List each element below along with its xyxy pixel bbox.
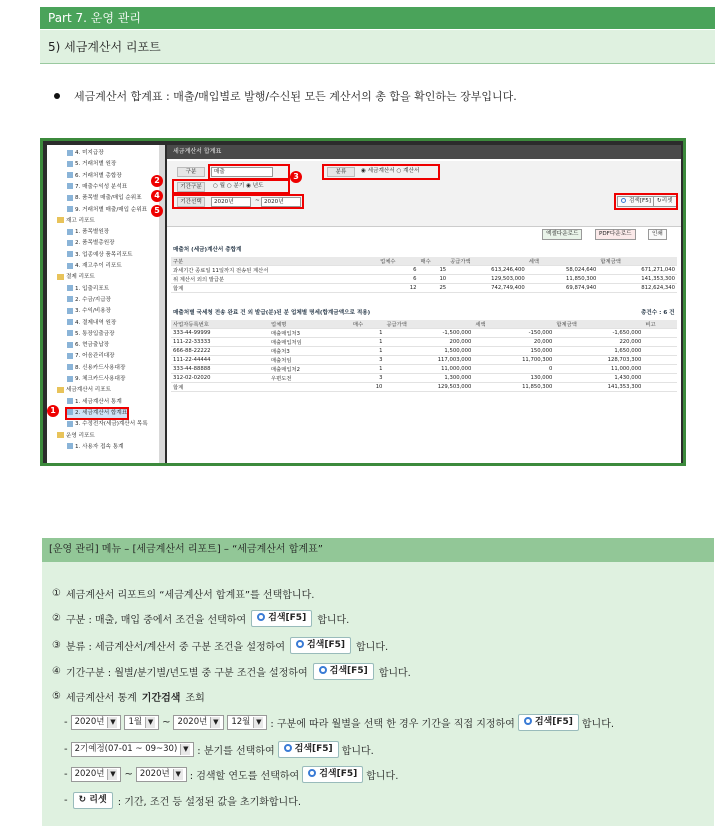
section2-title: 매출처별 국세청 전송 완료 건 외 발급(분)된 분 업체별 명세(합계금액으로 적용) [173,310,371,316]
table-row [171,365,677,374]
bunryu-radio[interactable]: ◉ 세금계산서 ○ 계산서 [361,168,420,174]
report-panel [167,145,681,463]
table-cell: 117,003,000 [384,356,473,365]
table-cell: 합계 [171,383,269,392]
table-cell: 11,700,300 [473,356,554,365]
report-icon [67,398,73,404]
table-cell: 812,624,340 [598,284,677,293]
tree-item[interactable] [67,285,109,294]
table-cell: 합계 [171,284,378,293]
step-num: ① [52,588,61,599]
tree-label: 4. 재고추이 리포트 [75,263,122,269]
report-icon [67,161,73,167]
table-cell [269,383,351,392]
tree-item[interactable] [67,296,111,305]
table-row [171,347,677,356]
step-1 [52,586,314,601]
table-cell: 58,024,640 [527,266,599,275]
period-label: 기간선택 [177,197,205,207]
tree-item[interactable] [67,149,104,158]
table-cell: 666-88-22222 [171,347,269,356]
table-row [171,356,677,365]
table-cell: 0 [473,365,554,374]
table-cell: 25 [419,284,449,293]
tree-item[interactable] [67,443,124,452]
reset-button[interactable]: ↻ 리셋 [73,792,113,809]
tree-label: 2. 세금계산서 합계표 [75,409,128,416]
gigan-opt3: 년도 [252,183,264,189]
table-cell: 613,246,400 [448,266,527,275]
marker-3: 3 [290,171,302,183]
period-tilde: ~ [255,198,260,204]
tree-label: 3. 수익/비용장 [75,308,112,315]
tree-item[interactable] [67,206,147,215]
dropdown-arrow-icon: ▼ [107,717,117,728]
marker-1: 1 [47,405,59,417]
search-icon [296,640,304,648]
search-button[interactable]: 검색[F5] [313,663,374,680]
reset-label: 리셋 [661,198,673,204]
highlight-box-buttons [614,193,678,210]
reset-button[interactable]: ↻리셋 [653,196,677,207]
table-cell [643,338,677,347]
table-cell: 위 계산서 외의 발급분 [171,275,378,284]
table-cell [643,374,677,383]
step-num: ⑤ [52,691,61,702]
search-label: 검색[F5] [629,198,651,204]
tree-item[interactable] [67,398,122,407]
search-button[interactable]: 검색[F5] [278,741,339,758]
table-row [171,329,677,338]
report-icon [67,229,73,235]
table-cell: 매출처3 [269,347,351,356]
row-reset: - ↻ 리셋 : 기간, 조건 등 설정된 값을 초기화합니다. [64,792,301,809]
intro-line [54,88,517,104]
table-cell: 69,874,940 [527,284,599,293]
guide-title: [운영 관리] 메뉴 – [세금계산서 리포트] – “세금계산서 합계표” [42,538,714,562]
report-icon [67,195,73,201]
table-cell: 129,503,000 [448,275,527,284]
tree-item[interactable] [67,228,109,237]
tree-label: 9. 체크카드사용대장 [75,376,126,382]
table-cell: 333-44-88888 [171,365,269,374]
dropdown-arrow-icon: ▼ [173,769,183,780]
table-header-cell: 공급가액 [448,257,527,266]
table-cell: 6 [378,275,418,284]
tree-folder[interactable] [57,217,95,226]
report-icon [67,296,73,302]
dropdown-arrow-icon: ▼ [180,744,190,755]
intro-text: 세금계산서 합계표 : 매출/매입별로 발행/수신된 모든 계산서의 총 합을 확인하는 장부입니다. [74,90,517,103]
part-header: Part 7. 운영 관리 [40,7,715,29]
table-cell: 매출처임 [269,356,351,365]
table-header-cell: 업체수 [378,257,418,266]
dropdown-arrow-icon: ▼ [210,717,220,728]
tree-folder[interactable] [57,386,111,395]
table-cell [643,329,677,338]
report-icon [67,240,73,246]
step-3: ③ 분류 : 세금계산서/계산서 중 구분 조건을 설정하여 검색[F5] 합니다. [52,637,388,654]
table-cell: 141,353,300 [554,383,643,392]
search-button[interactable]: 검색[F5] [518,714,579,731]
table-cell: 671,271,040 [598,266,677,275]
table-cell: 141,353,300 [598,275,677,284]
table-cell: 1,430,000 [554,374,643,383]
tree-label: 1. 사용자 접속 통계 [75,443,124,450]
table-row [171,266,677,275]
tree-label: 4. 미지급장 [75,150,104,156]
table-cell: 과세기간 종료일 11일까지 전송된 계산서 [171,266,378,275]
table-header-cell: 업체명 [269,320,351,329]
table-cell: 우편도전 [269,374,351,383]
table-cell: 매출매입처임 [269,338,351,347]
excel-download-button[interactable]: 엑셀다운로드 [542,229,582,240]
table-cell: 매출매입처2 [269,365,351,374]
year-to-select[interactable]: 2020년 ▼ [136,767,187,782]
tree-label: 1. 품목별원장 [75,229,110,236]
step-text: 분류 : 세금계산서/계산서 중 구분 조건을 설정하여 [65,642,285,653]
table-cell: 111-22-44444 [171,356,269,365]
table-cell: 3 [351,374,385,383]
table-cell: 129,503,000 [384,383,473,392]
section-header: 5) 세금계산서 리포트 [40,30,715,64]
tree-item[interactable] [67,172,122,181]
panel-title: 세금계산서 합계표 [167,145,681,159]
report-icon [67,308,73,314]
refresh-icon: ↻ [78,795,87,805]
table-cell: -1,650,000 [554,329,643,338]
report-icon [67,364,73,370]
marker-2: 2 [151,175,163,187]
step-2: ② 구분 : 매출, 매입 중에서 조건을 선택하여 검색[F5] 합니다. [52,610,349,627]
table-cell: 1 [351,365,385,374]
step-num: ④ [52,666,61,677]
tree-label: 결제 리포트 [66,274,95,281]
table-row [171,338,677,347]
tree-label: 6. 현금출납장 [75,342,110,349]
table-header-cell: 비고 [643,320,677,329]
table-cell: 111-22-33333 [171,338,269,347]
tree-item[interactable] [67,319,116,328]
app-screenshot [40,138,686,466]
tree-item[interactable] [67,307,111,316]
report-icon [67,342,73,348]
step-num: ③ [52,640,61,651]
folder-icon [57,217,64,223]
table-header-cell: 구분 [171,257,378,266]
year-from-select[interactable]: 2020년 ▼ [71,715,122,730]
filter-area [167,161,681,227]
table-header-cell: 매수 [419,257,449,266]
tree-item[interactable] [67,262,122,271]
search-icon [257,613,265,621]
report-icon [67,285,73,291]
report-tree [47,145,159,463]
tree-label: 2. 수금/지급장 [75,296,112,303]
table-cell: 15 [419,266,449,275]
bunryu-opt1: 세금계산서 [367,168,395,174]
table-cell: 10 [419,275,449,284]
table-header-cell: 사업자등록번호 [171,320,269,329]
tree-folder[interactable] [57,273,95,282]
step-num: ② [52,613,61,624]
report-icon [67,443,73,449]
dropdown-arrow-icon: ▼ [253,717,263,728]
tree-label: 5. 거래처별 원장 [75,161,117,168]
tree-item[interactable] [67,341,109,350]
table-cell: 3 [351,356,385,365]
folder-icon [57,274,64,280]
folder-icon [57,387,64,393]
tree-label: 8. 신용카드사용대장 [75,364,126,371]
marker-4: 4 [151,190,163,202]
table-cell: 220,000 [554,338,643,347]
tree-label: 재고 리포트 [66,217,95,224]
pdf-download-button[interactable]: PDF다운로드 [595,229,636,240]
table-row [171,284,677,293]
print-button[interactable]: 인쇄 [648,229,667,240]
tree-folder[interactable] [57,432,95,441]
bullet-icon [54,93,60,99]
table-header-cell: 합계금액 [598,257,677,266]
gubun-select[interactable]: 매출 [211,167,273,177]
table-cell: 333-44-99999 [171,329,269,338]
table-row [171,275,677,284]
report-icon [67,172,73,178]
gigan-label: 기간구분 [177,182,205,192]
tree-label: 6. 거래처별 총합장 [75,172,122,179]
table-cell [643,347,677,356]
table-header-cell: 합계금액 [554,320,643,329]
step-bold: 기간검색 [141,693,181,704]
folder-icon [57,432,64,438]
summary-table [171,257,677,293]
table-cell: 1,300,000 [384,374,473,383]
table-header-cell: 매수 [351,320,385,329]
highlight-box-3 [322,164,440,180]
tree-label: 8. 품목별 매출/매입 순위표 [75,195,142,202]
month-to-select[interactable]: 12월 ▼ [227,715,267,730]
tree-item[interactable] [67,239,115,248]
table-cell: 11,000,000 [384,365,473,374]
tree-label: 9. 거래처별 매출/매입 순위표 [75,206,147,213]
year-to-select[interactable]: 2020년 ▼ [173,715,224,730]
table-cell: 20,000 [473,338,554,347]
tree-item[interactable] [67,251,133,260]
period-to-select[interactable]: 2020년 [261,197,301,207]
table-cell: 200,000 [384,338,473,347]
report-icon [67,353,73,359]
search-button[interactable]: 검색[F5] [290,637,351,654]
report-icon [67,330,73,336]
gigan-opt1: 월 [219,183,226,189]
table-cell: 매출매입처3 [269,329,351,338]
tree-item[interactable] [67,364,125,373]
tree-item[interactable] [67,375,125,384]
highlight-box-4 [172,179,290,194]
row-year: - 2020년 ▼ ~ 2020년 ▼ : 검색할 연도를 선택하여 검색[F5] 합니다. [64,766,398,783]
report-icon [67,376,73,382]
report-icon [67,150,73,156]
tree-label: 1. 입출리포트 [75,285,110,292]
tree-item[interactable] [67,409,127,418]
table-cell: 742,749,400 [448,284,527,293]
tree-item[interactable] [67,160,116,169]
table-header-cell: 세액 [473,320,554,329]
tree-label: 운영 리포트 [66,432,95,439]
row-month: - 2020년 ▼ 1월 ▼ ~ 2020년 ▼ 12월 ▼ : 구분에 따라 월별을 선택 한 경우 기간을 직접 지정하여 검색[F5] 합니다. [64,714,614,731]
year-from-select[interactable]: 2020년 ▼ [71,767,122,782]
table-cell: -1,500,000 [384,329,473,338]
tree-label: 7. 매출수익성 분석표 [75,183,128,190]
step-text: 구분 : 매출, 매입 중에서 조건을 선택하여 [65,615,247,626]
tree-label: 7. 어음관리대장 [75,353,115,360]
report-icon [67,319,73,325]
report-icon [67,251,73,257]
table-cell: 128,703,300 [554,356,643,365]
highlight-box-2 [208,164,290,180]
dropdown-arrow-icon: ▼ [107,769,117,780]
table-row [171,374,677,383]
report-icon [67,183,73,189]
table-cell: 1 [351,347,385,356]
table-header-cell: 세액 [527,257,599,266]
table-header-cell: 공급가액 [384,320,473,329]
report-icon [67,206,73,212]
report-icon [67,263,73,269]
table-cell: 11,850,300 [473,383,554,392]
search-button[interactable]: 검색[F5] [251,610,312,627]
month-from-select[interactable]: 1월 ▼ [124,715,159,730]
tree-label: 3. 업종예상 품목리포트 [75,251,133,258]
search-icon [308,769,316,777]
search-icon [319,666,327,674]
tree-label: 1. 세금계산서 통계 [75,398,122,405]
table-cell: -150,000 [473,329,554,338]
tree-item[interactable] [67,330,115,339]
gigan-opt2: 분기 [233,183,245,189]
tree-label: 3. 수정전자(세금)계산서 목록 [75,421,148,428]
bunryu-label: 분류 [327,167,355,177]
row-quarter: - 2기예정(07-01 ~ 09~30) ▼ : 분기를 선택하여 검색[F5] 합니다. [64,741,374,758]
total-count: 총건수 : 6 건 [641,310,675,316]
table-cell: 150,000 [473,347,554,356]
table-cell: 1,500,000 [384,347,473,356]
table-cell: 1 [351,338,385,347]
period-from-select[interactable]: 2020년 [211,197,251,207]
search-icon [284,744,292,752]
table-cell: 6 [378,266,418,275]
search-icon [524,717,532,725]
report-icon [67,421,73,427]
dropdown-arrow-icon: ▼ [145,717,155,728]
tree-label: 5. 통장입출금장 [75,330,115,337]
bunryu-opt2: 계산서 [403,168,420,174]
gubun-label: 구분 [177,167,205,177]
quarter-select[interactable]: 2기예정(07-01 ~ 09~30) ▼ [71,742,195,757]
highlight-box-5 [172,194,304,209]
step-5: ⑤ 세금계산서 통계 기간검색 조회 [52,691,205,704]
table-cell: 11,850,300 [527,275,599,284]
tree-label: 세금계산서 리포트 [66,387,112,394]
detail-table [171,320,677,392]
tree-label: 4. 결제내역 원장 [75,319,117,326]
guide-box [42,538,714,826]
table-cell [643,356,677,365]
step-4: ④ 기간구분 : 월별/분기별/년도별 중 구분 조건을 설정하여 검색[F5] 합니다. [52,663,411,680]
table-cell: 130,000 [473,374,554,383]
tree-item[interactable] [67,352,115,361]
gigan-radio[interactable]: ○ 월 ○ 분기 ◉ 년도 [213,183,264,189]
tree-item[interactable] [67,420,148,429]
tree-item[interactable] [67,183,127,192]
table-cell: 10 [351,383,385,392]
table-cell: 11,000,000 [554,365,643,374]
search-button[interactable]: 검색[F5] [302,766,363,783]
tree-item[interactable] [67,194,142,203]
step-text: 세금계산서 리포트의 “세금계산서 합계표”를 선택합니다. [65,590,315,601]
table-cell: 1,650,000 [554,347,643,356]
table-row [171,383,677,392]
tree-label: 2. 품목별총원장 [75,240,115,247]
table-cell: 312-02-02020 [171,374,269,383]
step-text: 기간구분 : 월별/분기별/년도별 중 구분 조건을 설정하여 [65,668,308,679]
table-cell: 12 [378,284,418,293]
table-cell: 1 [351,329,385,338]
table-cell [643,365,677,374]
report-icon [67,409,73,415]
table-cell [643,383,677,392]
marker-5: 5 [151,205,163,217]
section1-title: 매출처 (세금)계산서 총합계 [173,247,242,253]
